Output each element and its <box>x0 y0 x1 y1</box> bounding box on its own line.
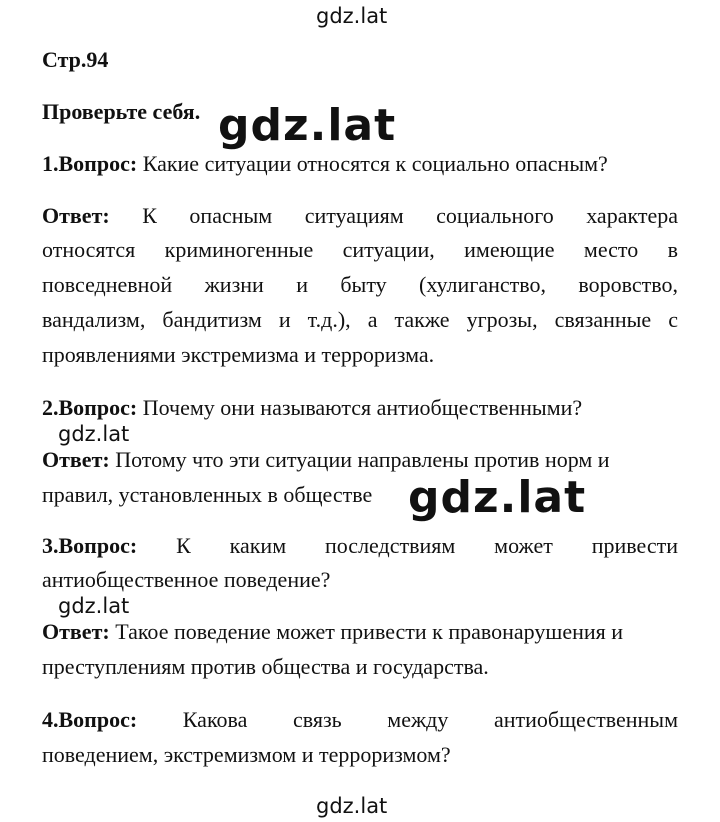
answer-1-line-5: проявлениями экстремизма и терроризма. <box>42 342 435 367</box>
answer-1-line-4: вандализм, бандитизм и т.д.), а также угрозы, связанные с <box>42 307 678 332</box>
page-label: Стр.94 <box>42 47 109 72</box>
watermark-bottom: gdz.lat <box>316 794 388 818</box>
answer-1-line-2: относятся криминогенные ситуации, имеющие место в <box>42 237 678 262</box>
answer-2-line-2: правил, установленных в обществе <box>42 482 373 507</box>
answer-1-line-1: Ответ: К опасным ситуациям социального характера <box>42 203 678 228</box>
question-3-label: 3.Вопрос: <box>42 533 138 558</box>
watermark-small-1: gdz.lat <box>58 422 130 446</box>
question-4-label: 4.Вопрос: <box>42 707 138 732</box>
answer-3-line-2: преступлениям против общества и государства. <box>42 654 489 679</box>
answer-3-line-1: Ответ: Такое поведение может привести к правонарушения и <box>42 619 624 644</box>
question-1-text: Какие ситуации относятся к социально опасным? <box>137 151 608 176</box>
question-2 <box>42 394 582 422</box>
section-title: Проверьте себя. <box>42 99 201 124</box>
watermark-large-1: gdz.lat <box>218 100 397 151</box>
watermark-small-2: gdz.lat <box>58 594 130 618</box>
question-2-text: Почему они называются антиобщественными? <box>137 395 583 420</box>
answer-3-label: Ответ: <box>42 619 110 644</box>
watermark-large-2: gdz.lat <box>408 472 587 523</box>
question-3-line-1: 3.Вопрос: К каким последствиям может привести <box>42 533 678 558</box>
answer-2-label: Ответ: <box>42 447 110 472</box>
watermark-top: gdz.lat <box>316 4 388 28</box>
question-1-label: 1.Вопрос: <box>42 151 138 176</box>
question-2-label: 2.Вопрос: <box>42 395 138 420</box>
question-4-line-1: 4.Вопрос: Какова связь между антиобщественным <box>42 707 678 732</box>
answer-1-label: Ответ: <box>42 203 110 228</box>
answer-2-line-1: Ответ: Потому что эти ситуации направлены против норм и <box>42 447 610 472</box>
question-3-line-2: антиобщественное поведение? <box>42 567 331 592</box>
answer-1-line-3: повседневной жизни и быту (хулиганство, воровство, <box>42 272 678 297</box>
question-4-line-2: поведением, экстремизмом и терроризмом? <box>42 742 451 767</box>
question-1 <box>42 150 608 178</box>
